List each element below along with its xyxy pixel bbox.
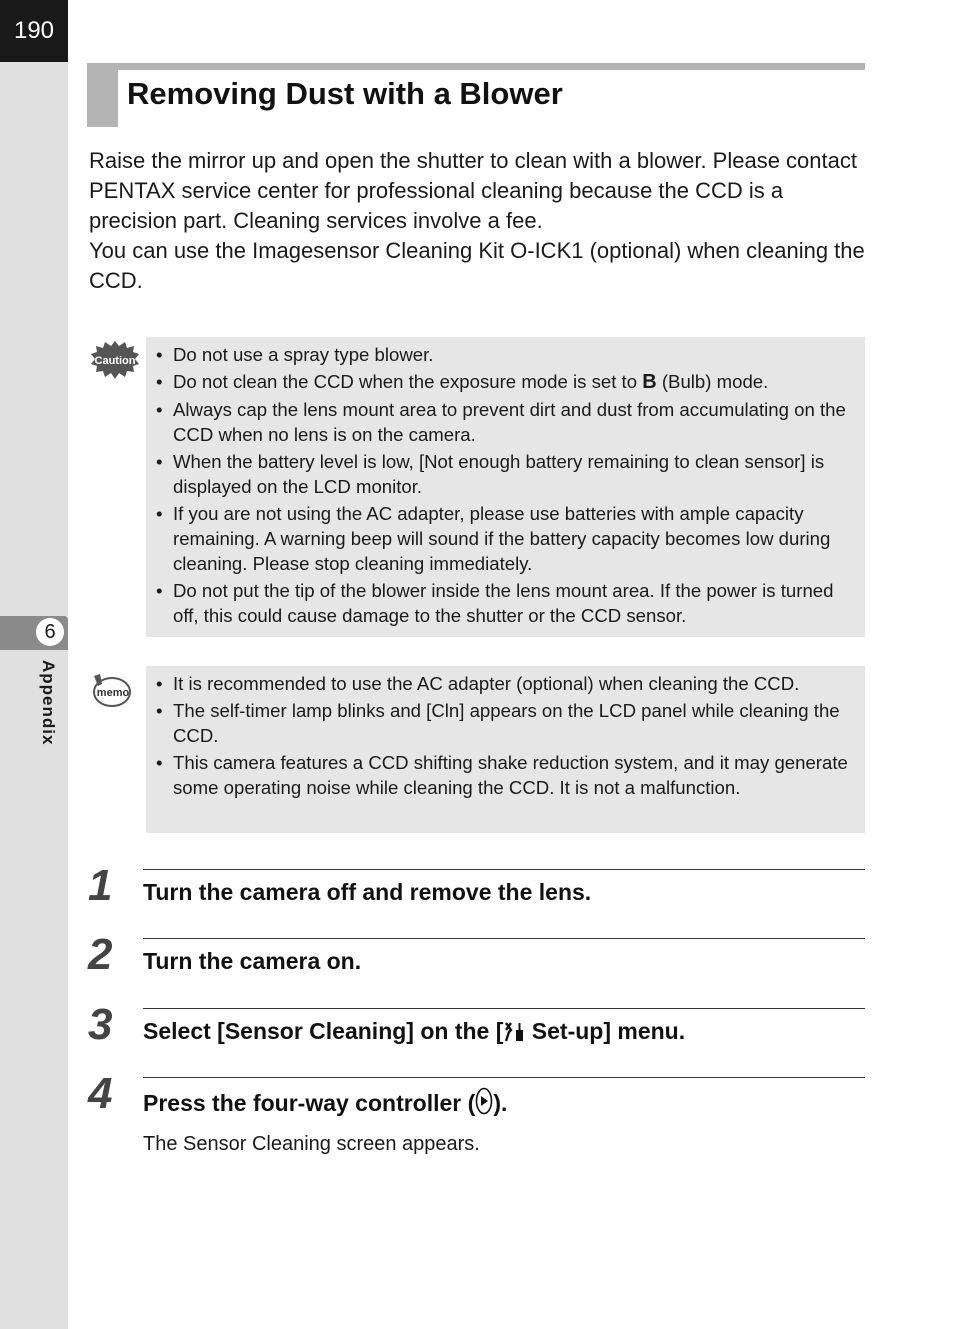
chapter-label: Appendix xyxy=(39,660,58,746)
caution-box xyxy=(146,337,865,637)
step-number: 3 xyxy=(88,1000,113,1049)
wrench-setup-icon xyxy=(503,1021,525,1043)
step-4-text-after: ). xyxy=(493,1090,508,1116)
step-2 xyxy=(88,930,865,998)
memo-item-2: • The self-timer lamp blinks and [Cln] appears on the LCD panel while cleaning the CCD. xyxy=(154,698,859,748)
title-top-rule xyxy=(87,63,865,70)
step-1 xyxy=(88,861,865,929)
memo-list xyxy=(154,671,859,800)
memo-box xyxy=(146,666,865,833)
caution-icon xyxy=(90,340,140,380)
step-text xyxy=(143,1018,685,1045)
step-rule xyxy=(143,938,865,939)
caution-item-6: • Do not put the tip of the blower inside the lens mount area. If the power is turned off, this could cause damage to the shutter or the CCD sensor. xyxy=(154,578,859,628)
memo-item-1: • It is recommended to use the AC adapter (optional) when cleaning the CCD. xyxy=(154,671,859,696)
step-number: 1 xyxy=(88,861,113,910)
memo-icon-label: memo xyxy=(96,687,130,699)
four-way-right-icon xyxy=(475,1087,493,1115)
caution-item-2-after: (Bulb) mode. xyxy=(656,371,769,392)
intro-text xyxy=(89,146,869,296)
caution-item-5: • If you are not using the AC adapter, please use batteries with ample capacity remaining. A warning beep will sound if the battery capacity becomes low during cleaning. Please stop cleaning immediately. xyxy=(154,501,859,576)
caution-item-2-before: Do not clean the CCD when the exposure mode is set to xyxy=(173,371,643,392)
chapter-number: 6 xyxy=(36,618,64,646)
step-rule xyxy=(143,1008,865,1009)
page-number: 190 xyxy=(0,0,68,62)
title-side-block xyxy=(87,63,118,127)
step-3-text-after: Set-up] menu. xyxy=(525,1018,686,1044)
step-rule xyxy=(143,1077,865,1078)
step-rule xyxy=(143,869,865,870)
step-3 xyxy=(88,1000,865,1068)
section-title: Removing Dust with a Blower xyxy=(127,76,563,111)
memo-item-3: • This camera features a CCD shifting shake reduction system, and it may generate some operating noise while cleaning the CCD. It is not a malfunction. xyxy=(154,750,859,800)
section-title-bar xyxy=(87,63,865,127)
step-4 xyxy=(88,1069,865,1137)
caution-item-4: • When the battery level is low, [Not enough battery remaining to clean sensor] is displayed on the LCD monitor. xyxy=(154,449,859,499)
step-text: Turn the camera on. xyxy=(143,948,362,974)
caution-icon-label: Caution xyxy=(94,355,136,367)
intro-paragraph-1: Raise the mirror up and open the shutter to clean with a blower. Please contact PENTAX service center for professional cleaning because the CCD is a precision part. Cleaning services involve a fee. xyxy=(89,148,857,233)
step-number: 2 xyxy=(88,930,113,979)
caution-item-2 xyxy=(154,369,859,395)
caution-list xyxy=(154,342,859,628)
step-text xyxy=(143,1087,507,1117)
step-3-text-before: Select [Sensor Cleaning] on the [ xyxy=(143,1018,504,1044)
intro-paragraph-2: You can use the Imagesensor Cleaning Kit O-ICK1 (optional) when cleaning the CCD. xyxy=(89,238,865,293)
step-4-result: The Sensor Cleaning screen appears. xyxy=(143,1133,480,1155)
caution-item-1: • Do not use a spray type blower. xyxy=(154,342,859,367)
step-4-text-before: Press the four-way controller ( xyxy=(143,1090,476,1116)
step-text: Turn the camera off and remove the lens. xyxy=(143,879,592,905)
memo-icon xyxy=(90,670,132,710)
caution-item-3: • Always cap the lens mount area to prevent dirt and dust from accumulating on the CCD when no lens is on the camera. xyxy=(154,397,859,447)
bulb-mode-symbol: B xyxy=(642,371,657,393)
step-number: 4 xyxy=(88,1069,113,1118)
